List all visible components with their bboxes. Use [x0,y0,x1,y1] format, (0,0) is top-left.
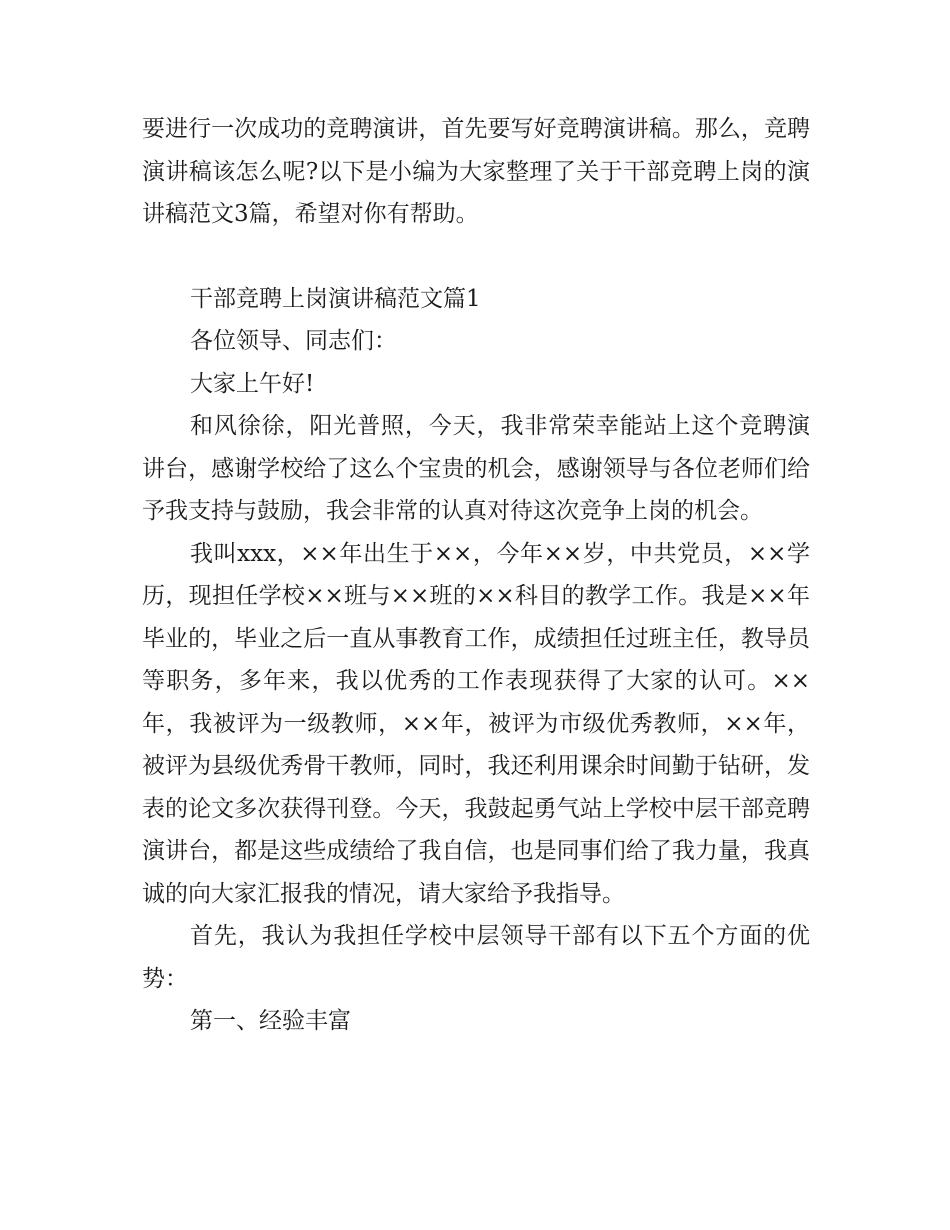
list-heading-experience: 第一、经验丰富 [190,1008,351,1034]
intro-paragraph: 要进行一次成功的竞聘演讲，首先要写好竞聘演讲稿。那么，竞聘演讲稿该怎么呢?以下是小编为大家整理了关于干部竞聘上岗的演讲稿范文3篇，希望对你有帮助。 [142,116,810,227]
salutation: 各位领导、同志们： [190,328,397,354]
body-paragraph-opening: 和风徐徐，阳光普照，今天，我非常荣幸能站上这个竞聘演讲台，感谢学校给了这么个宝贵的机会，感谢领导与各位老师们给予我支持与鼓励，我会非常的认真对待这次竞争上岗的机会。 [142,413,810,524]
section-title: 干部竞聘上岗演讲稿范文篇1 [190,285,481,312]
greeting: 大家上午好! [190,370,315,397]
document-page [142,108,810,1043]
body-paragraph-advantages: 首先，我认为我担任学校中层领导干部有以下五个方面的优势： [142,923,810,992]
paragraph-gap [142,236,810,278]
body-paragraph-introduction: 我叫xxx，××年出生于××，今年××岁，中共党员，××学历，现担任学校××班与××班的××科目的教学工作。我是××年毕业的，毕业之后一直从事教育工作，成绩担任过班主任，教导员等职务，多年来，我以优秀的工作表现获得了大家的认可。××年，我被评为一级教师，××年，被评为市级优秀教师，××年，被评为县级优秀骨干教师，同时，我还利用课余时间勤于钻研，发表的论文多次获得刊登。今天，我鼓起勇气站上学校中层干部竞聘演讲台，都是这些成绩给了我自信，也是同事们给了我力量，我真诚的向大家汇报我的情况，请大家给予我指导。 [142,540,810,907]
